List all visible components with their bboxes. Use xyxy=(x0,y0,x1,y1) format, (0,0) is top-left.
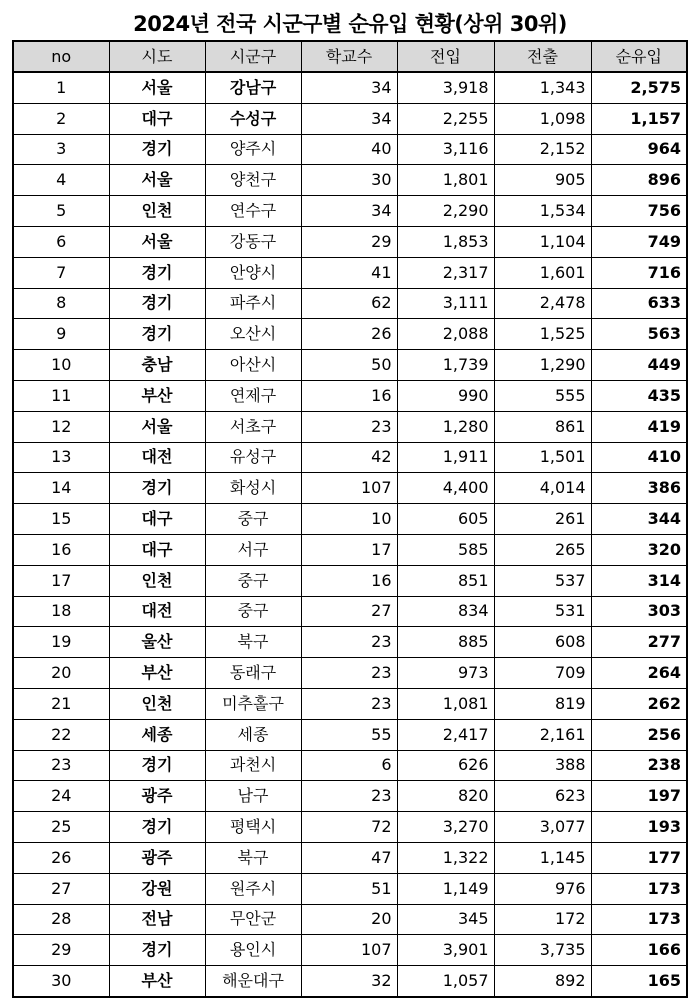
cell-sigungu: 강동구 xyxy=(205,226,301,257)
cell-no: 16 xyxy=(13,534,109,565)
cell-sido: 인천 xyxy=(109,196,205,227)
cell-schools: 23 xyxy=(301,627,397,658)
table-row xyxy=(13,904,687,935)
cell-sido: 경기 xyxy=(109,750,205,781)
cell-net: 964 xyxy=(591,134,687,165)
cell-net: 262 xyxy=(591,688,687,719)
cell-no: 2 xyxy=(13,103,109,134)
table-row xyxy=(13,473,687,504)
cell-net: 238 xyxy=(591,750,687,781)
page-title: 2024년 전국 시군구별 순유입 현황(상위 30위) xyxy=(133,12,567,36)
cell-in: 1,280 xyxy=(397,411,494,442)
cell-no: 9 xyxy=(13,319,109,350)
cell-schools: 26 xyxy=(301,319,397,350)
cell-no: 3 xyxy=(13,134,109,165)
cell-no: 15 xyxy=(13,504,109,535)
cell-out: 1,601 xyxy=(494,257,591,288)
column-header-sido: 시도 xyxy=(109,41,205,72)
cell-out: 537 xyxy=(494,565,591,596)
cell-net: 716 xyxy=(591,257,687,288)
cell-in: 2,290 xyxy=(397,196,494,227)
cell-sigungu: 미추홀구 xyxy=(205,688,301,719)
cell-sigungu: 과천시 xyxy=(205,750,301,781)
cell-out: 608 xyxy=(494,627,591,658)
table-row xyxy=(13,257,687,288)
cell-no: 14 xyxy=(13,473,109,504)
cell-sigungu: 강남구 xyxy=(205,72,301,103)
cell-sido: 경기 xyxy=(109,257,205,288)
cell-net: 166 xyxy=(591,935,687,966)
cell-no: 23 xyxy=(13,750,109,781)
cell-in: 851 xyxy=(397,565,494,596)
cell-out: 2,161 xyxy=(494,719,591,750)
cell-sigungu: 화성시 xyxy=(205,473,301,504)
cell-sigungu: 양주시 xyxy=(205,134,301,165)
cell-no: 17 xyxy=(13,565,109,596)
cell-in: 2,088 xyxy=(397,319,494,350)
cell-sido: 경기 xyxy=(109,288,205,319)
cell-in: 2,417 xyxy=(397,719,494,750)
cell-in: 3,918 xyxy=(397,72,494,103)
cell-sido: 부산 xyxy=(109,380,205,411)
cell-sido: 광주 xyxy=(109,781,205,812)
table-row xyxy=(13,873,687,904)
cell-in: 990 xyxy=(397,380,494,411)
table-row xyxy=(13,72,687,103)
cell-sido: 광주 xyxy=(109,842,205,873)
table-row xyxy=(13,627,687,658)
cell-out: 261 xyxy=(494,504,591,535)
cell-out: 892 xyxy=(494,966,591,997)
cell-in: 820 xyxy=(397,781,494,812)
header-row xyxy=(13,41,687,72)
table-row xyxy=(13,288,687,319)
cell-sigungu: 아산시 xyxy=(205,350,301,381)
cell-sido: 부산 xyxy=(109,966,205,997)
cell-out: 976 xyxy=(494,873,591,904)
table-row xyxy=(13,565,687,596)
cell-net: 314 xyxy=(591,565,687,596)
cell-no: 21 xyxy=(13,688,109,719)
cell-schools: 30 xyxy=(301,165,397,196)
cell-no: 13 xyxy=(13,442,109,473)
cell-sigungu: 남구 xyxy=(205,781,301,812)
cell-no: 11 xyxy=(13,380,109,411)
cell-no: 20 xyxy=(13,658,109,689)
cell-schools: 50 xyxy=(301,350,397,381)
cell-sigungu: 용인시 xyxy=(205,935,301,966)
table-row xyxy=(13,165,687,196)
cell-no: 19 xyxy=(13,627,109,658)
cell-out: 2,478 xyxy=(494,288,591,319)
table-row xyxy=(13,534,687,565)
cell-in: 585 xyxy=(397,534,494,565)
cell-no: 6 xyxy=(13,226,109,257)
cell-out: 709 xyxy=(494,658,591,689)
table-row xyxy=(13,596,687,627)
cell-sido: 대구 xyxy=(109,103,205,134)
cell-net: 320 xyxy=(591,534,687,565)
cell-sigungu: 수성구 xyxy=(205,103,301,134)
cell-sido: 강원 xyxy=(109,873,205,904)
cell-in: 1,057 xyxy=(397,966,494,997)
cell-out: 555 xyxy=(494,380,591,411)
cell-schools: 6 xyxy=(301,750,397,781)
cell-schools: 32 xyxy=(301,966,397,997)
cell-sigungu: 세종 xyxy=(205,719,301,750)
cell-sido: 경기 xyxy=(109,812,205,843)
cell-out: 3,077 xyxy=(494,812,591,843)
cell-schools: 20 xyxy=(301,904,397,935)
cell-no: 1 xyxy=(13,72,109,103)
cell-in: 3,116 xyxy=(397,134,494,165)
cell-out: 1,501 xyxy=(494,442,591,473)
cell-no: 28 xyxy=(13,904,109,935)
cell-schools: 17 xyxy=(301,534,397,565)
cell-sigungu: 연제구 xyxy=(205,380,301,411)
cell-sido: 대전 xyxy=(109,442,205,473)
cell-schools: 10 xyxy=(301,504,397,535)
cell-in: 626 xyxy=(397,750,494,781)
column-header-no: no xyxy=(13,41,109,72)
cell-in: 1,081 xyxy=(397,688,494,719)
cell-in: 3,270 xyxy=(397,812,494,843)
cell-net: 1,157 xyxy=(591,103,687,134)
table-row xyxy=(13,380,687,411)
cell-in: 2,317 xyxy=(397,257,494,288)
cell-sido: 인천 xyxy=(109,688,205,719)
cell-in: 834 xyxy=(397,596,494,627)
cell-no: 29 xyxy=(13,935,109,966)
cell-schools: 34 xyxy=(301,196,397,227)
cell-schools: 41 xyxy=(301,257,397,288)
cell-no: 22 xyxy=(13,719,109,750)
table-row xyxy=(13,442,687,473)
cell-out: 905 xyxy=(494,165,591,196)
cell-out: 3,735 xyxy=(494,935,591,966)
cell-schools: 107 xyxy=(301,935,397,966)
column-header-out: 전출 xyxy=(494,41,591,72)
table-row xyxy=(13,719,687,750)
cell-sigungu: 중구 xyxy=(205,596,301,627)
cell-schools: 55 xyxy=(301,719,397,750)
cell-schools: 29 xyxy=(301,226,397,257)
cell-net: 410 xyxy=(591,442,687,473)
cell-schools: 23 xyxy=(301,658,397,689)
cell-out: 1,290 xyxy=(494,350,591,381)
table-row xyxy=(13,750,687,781)
table-row xyxy=(13,842,687,873)
cell-in: 973 xyxy=(397,658,494,689)
cell-schools: 72 xyxy=(301,812,397,843)
cell-sido: 부산 xyxy=(109,658,205,689)
cell-sido: 경기 xyxy=(109,473,205,504)
cell-sigungu: 양천구 xyxy=(205,165,301,196)
cell-schools: 16 xyxy=(301,380,397,411)
cell-sigungu: 유성구 xyxy=(205,442,301,473)
column-header-schools: 학교수 xyxy=(301,41,397,72)
cell-out: 388 xyxy=(494,750,591,781)
cell-sido: 경기 xyxy=(109,319,205,350)
column-header-sigungu: 시군구 xyxy=(205,41,301,72)
cell-schools: 16 xyxy=(301,565,397,596)
cell-in: 2,255 xyxy=(397,103,494,134)
cell-out: 819 xyxy=(494,688,591,719)
table-row xyxy=(13,319,687,350)
cell-sido: 세종 xyxy=(109,719,205,750)
cell-sido: 울산 xyxy=(109,627,205,658)
cell-schools: 23 xyxy=(301,411,397,442)
cell-out: 4,014 xyxy=(494,473,591,504)
cell-sido: 서울 xyxy=(109,165,205,196)
cell-net: 173 xyxy=(591,873,687,904)
cell-schools: 34 xyxy=(301,103,397,134)
cell-schools: 40 xyxy=(301,134,397,165)
table-row xyxy=(13,966,687,997)
cell-sigungu: 북구 xyxy=(205,842,301,873)
cell-in: 4,400 xyxy=(397,473,494,504)
cell-sido: 대전 xyxy=(109,596,205,627)
cell-in: 3,111 xyxy=(397,288,494,319)
cell-out: 1,104 xyxy=(494,226,591,257)
cell-sigungu: 오산시 xyxy=(205,319,301,350)
table-row xyxy=(13,103,687,134)
cell-out: 623 xyxy=(494,781,591,812)
table-row xyxy=(13,196,687,227)
cell-no: 7 xyxy=(13,257,109,288)
cell-in: 1,853 xyxy=(397,226,494,257)
cell-net: 256 xyxy=(591,719,687,750)
cell-in: 3,901 xyxy=(397,935,494,966)
cell-net: 749 xyxy=(591,226,687,257)
cell-out: 1,525 xyxy=(494,319,591,350)
cell-no: 12 xyxy=(13,411,109,442)
cell-net: 177 xyxy=(591,842,687,873)
cell-net: 633 xyxy=(591,288,687,319)
cell-sigungu: 파주시 xyxy=(205,288,301,319)
cell-net: 173 xyxy=(591,904,687,935)
cell-net: 197 xyxy=(591,781,687,812)
cell-out: 172 xyxy=(494,904,591,935)
cell-in: 885 xyxy=(397,627,494,658)
table-row xyxy=(13,935,687,966)
cell-sido: 충남 xyxy=(109,350,205,381)
column-header-in: 전입 xyxy=(397,41,494,72)
cell-sido: 대구 xyxy=(109,504,205,535)
table-row xyxy=(13,781,687,812)
table-body xyxy=(13,72,687,997)
cell-out: 1,534 xyxy=(494,196,591,227)
cell-schools: 107 xyxy=(301,473,397,504)
cell-sigungu: 서구 xyxy=(205,534,301,565)
cell-out: 1,343 xyxy=(494,72,591,103)
cell-sido: 인천 xyxy=(109,565,205,596)
cell-out: 531 xyxy=(494,596,591,627)
cell-net: 277 xyxy=(591,627,687,658)
cell-sigungu: 서초구 xyxy=(205,411,301,442)
cell-net: 449 xyxy=(591,350,687,381)
cell-no: 25 xyxy=(13,812,109,843)
table-row xyxy=(13,504,687,535)
cell-sigungu: 중구 xyxy=(205,565,301,596)
cell-no: 27 xyxy=(13,873,109,904)
cell-net: 419 xyxy=(591,411,687,442)
cell-out: 2,152 xyxy=(494,134,591,165)
cell-no: 30 xyxy=(13,966,109,997)
cell-in: 1,322 xyxy=(397,842,494,873)
cell-no: 24 xyxy=(13,781,109,812)
cell-schools: 51 xyxy=(301,873,397,904)
table-row xyxy=(13,134,687,165)
cell-net: 344 xyxy=(591,504,687,535)
cell-schools: 23 xyxy=(301,781,397,812)
cell-schools: 34 xyxy=(301,72,397,103)
table-row xyxy=(13,411,687,442)
cell-no: 5 xyxy=(13,196,109,227)
cell-sido: 대구 xyxy=(109,534,205,565)
cell-no: 4 xyxy=(13,165,109,196)
cell-sigungu: 동래구 xyxy=(205,658,301,689)
cell-in: 1,801 xyxy=(397,165,494,196)
cell-sido: 서울 xyxy=(109,411,205,442)
cell-net: 303 xyxy=(591,596,687,627)
cell-net: 2,575 xyxy=(591,72,687,103)
cell-sigungu: 연수구 xyxy=(205,196,301,227)
data-table xyxy=(12,40,688,998)
cell-sigungu: 무안군 xyxy=(205,904,301,935)
cell-sigungu: 중구 xyxy=(205,504,301,535)
cell-sido: 서울 xyxy=(109,226,205,257)
table-row xyxy=(13,812,687,843)
table-row xyxy=(13,658,687,689)
cell-schools: 62 xyxy=(301,288,397,319)
cell-schools: 47 xyxy=(301,842,397,873)
cell-in: 1,911 xyxy=(397,442,494,473)
cell-no: 18 xyxy=(13,596,109,627)
cell-sido: 경기 xyxy=(109,134,205,165)
cell-schools: 23 xyxy=(301,688,397,719)
column-header-net: 순유입 xyxy=(591,41,687,72)
cell-sigungu: 북구 xyxy=(205,627,301,658)
cell-sigungu: 안양시 xyxy=(205,257,301,288)
cell-out: 861 xyxy=(494,411,591,442)
cell-net: 386 xyxy=(591,473,687,504)
cell-net: 193 xyxy=(591,812,687,843)
cell-schools: 42 xyxy=(301,442,397,473)
cell-net: 756 xyxy=(591,196,687,227)
cell-net: 264 xyxy=(591,658,687,689)
cell-sido: 서울 xyxy=(109,72,205,103)
cell-sigungu: 해운대구 xyxy=(205,966,301,997)
cell-out: 1,098 xyxy=(494,103,591,134)
cell-in: 1,149 xyxy=(397,873,494,904)
cell-net: 435 xyxy=(591,380,687,411)
cell-in: 1,739 xyxy=(397,350,494,381)
table-row xyxy=(13,226,687,257)
cell-sido: 경기 xyxy=(109,935,205,966)
cell-sigungu: 원주시 xyxy=(205,873,301,904)
cell-net: 165 xyxy=(591,966,687,997)
cell-net: 896 xyxy=(591,165,687,196)
cell-out: 1,145 xyxy=(494,842,591,873)
cell-out: 265 xyxy=(494,534,591,565)
cell-in: 605 xyxy=(397,504,494,535)
cell-sigungu: 평택시 xyxy=(205,812,301,843)
table-row xyxy=(13,688,687,719)
table-row xyxy=(13,350,687,381)
cell-no: 26 xyxy=(13,842,109,873)
cell-no: 10 xyxy=(13,350,109,381)
cell-in: 345 xyxy=(397,904,494,935)
cell-no: 8 xyxy=(13,288,109,319)
cell-net: 563 xyxy=(591,319,687,350)
cell-schools: 27 xyxy=(301,596,397,627)
cell-sido: 전남 xyxy=(109,904,205,935)
